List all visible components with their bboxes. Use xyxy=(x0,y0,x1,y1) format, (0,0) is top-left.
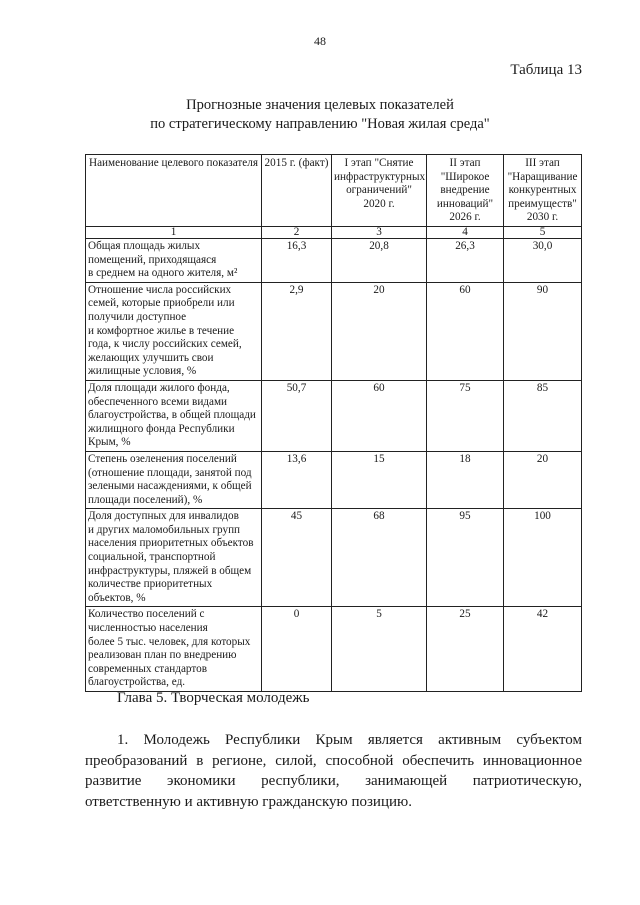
column-number-row xyxy=(86,227,582,239)
page-number: 48 xyxy=(314,34,326,48)
value-2030: 100 xyxy=(504,509,582,607)
table-header-row xyxy=(86,155,582,227)
table-title-line-1: Прогнозные значения целевых показателей xyxy=(186,97,454,113)
header-stage-1-2020: I этап "Снятие инфраструктурных ограничений" 2020 г. xyxy=(332,155,427,227)
value-2020: 68 xyxy=(332,509,427,607)
table-row xyxy=(86,380,582,451)
table-row xyxy=(86,282,582,380)
value-2030: 20 xyxy=(504,451,582,508)
column-number: 2 xyxy=(262,227,332,239)
value-2015: 16,3 xyxy=(262,239,332,283)
value-2020: 15 xyxy=(332,451,427,508)
table-row xyxy=(86,239,582,283)
header-2015: 2015 г. (факт) xyxy=(262,155,332,227)
header-stage-2-2026: II этап "Широкое внедрение инноваций" 2026 г. xyxy=(427,155,504,227)
value-2015: 0 xyxy=(262,607,332,692)
chapter-heading: Глава 5. Творческая молодежь xyxy=(117,690,310,706)
table-row xyxy=(86,451,582,508)
target-indicators-table xyxy=(85,154,582,692)
indicator-name: Общая площадь жилых помещений, приходящаяся в среднем на одного жителя, м² xyxy=(86,239,262,283)
value-2015: 50,7 xyxy=(262,380,332,451)
table-title-line-2: по стратегическому направлению "Новая жилая среда" xyxy=(150,116,490,132)
value-2026: 26,3 xyxy=(427,239,504,283)
chapter-paragraph: 1. Молодежь Республики Крым является активным субъектом преобразований в регионе, силой, способной обеспечить инновационное развитие экономики республики, занимающей патриотическую, ответственную и активную гражданскую позицию. xyxy=(85,732,582,810)
value-2015: 45 xyxy=(262,509,332,607)
value-2020: 5 xyxy=(332,607,427,692)
value-2015: 13,6 xyxy=(262,451,332,508)
table-row xyxy=(86,509,582,607)
indicator-name: Отношение числа российских семей, которые приобрели или получили доступное и комфортное жилье в течение года, к числу российских семей, желающих улучшить свои жилищные условия, % xyxy=(86,282,262,380)
column-number: 4 xyxy=(427,227,504,239)
value-2020: 20 xyxy=(332,282,427,380)
table-row xyxy=(86,607,582,692)
column-number: 3 xyxy=(332,227,427,239)
value-2026: 75 xyxy=(427,380,504,451)
column-number: 1 xyxy=(86,227,262,239)
value-2030: 30,0 xyxy=(504,239,582,283)
value-2030: 42 xyxy=(504,607,582,692)
value-2015: 2,9 xyxy=(262,282,332,380)
indicator-name: Доля площади жилого фонда, обеспеченного всеми видами благоустройства, в общей площади жилищного фонда Республики Крым, % xyxy=(86,380,262,451)
indicator-name: Доля доступных для инвалидов и других маломобильных групп населения приоритетных объектов социальной, транспортной инфраструктуры, пляжей в общем количестве приоритетных объектов, % xyxy=(86,509,262,607)
header-indicator-name: Наименование целевого показателя xyxy=(86,155,262,227)
indicator-name: Количество поселений с численностью населения более 5 тыс. человек, для которых реализован план по внедрению современных стандартов благоустройства, ед. xyxy=(86,607,262,692)
table-title xyxy=(0,96,640,134)
value-2030: 85 xyxy=(504,380,582,451)
value-2026: 95 xyxy=(427,509,504,607)
column-number: 5 xyxy=(504,227,582,239)
value-2026: 60 xyxy=(427,282,504,380)
value-2020: 20,8 xyxy=(332,239,427,283)
indicator-name: Степень озеленения поселений (отношение площади, занятой под зелеными насаждениями, к общей площади поселений), % xyxy=(86,451,262,508)
value-2030: 90 xyxy=(504,282,582,380)
value-2026: 18 xyxy=(427,451,504,508)
table-label: Таблица 13 xyxy=(510,62,582,78)
header-stage-3-2030: III этап "Наращивание конкурентных преимуществ" 2030 г. xyxy=(504,155,582,227)
value-2020: 60 xyxy=(332,380,427,451)
value-2026: 25 xyxy=(427,607,504,692)
